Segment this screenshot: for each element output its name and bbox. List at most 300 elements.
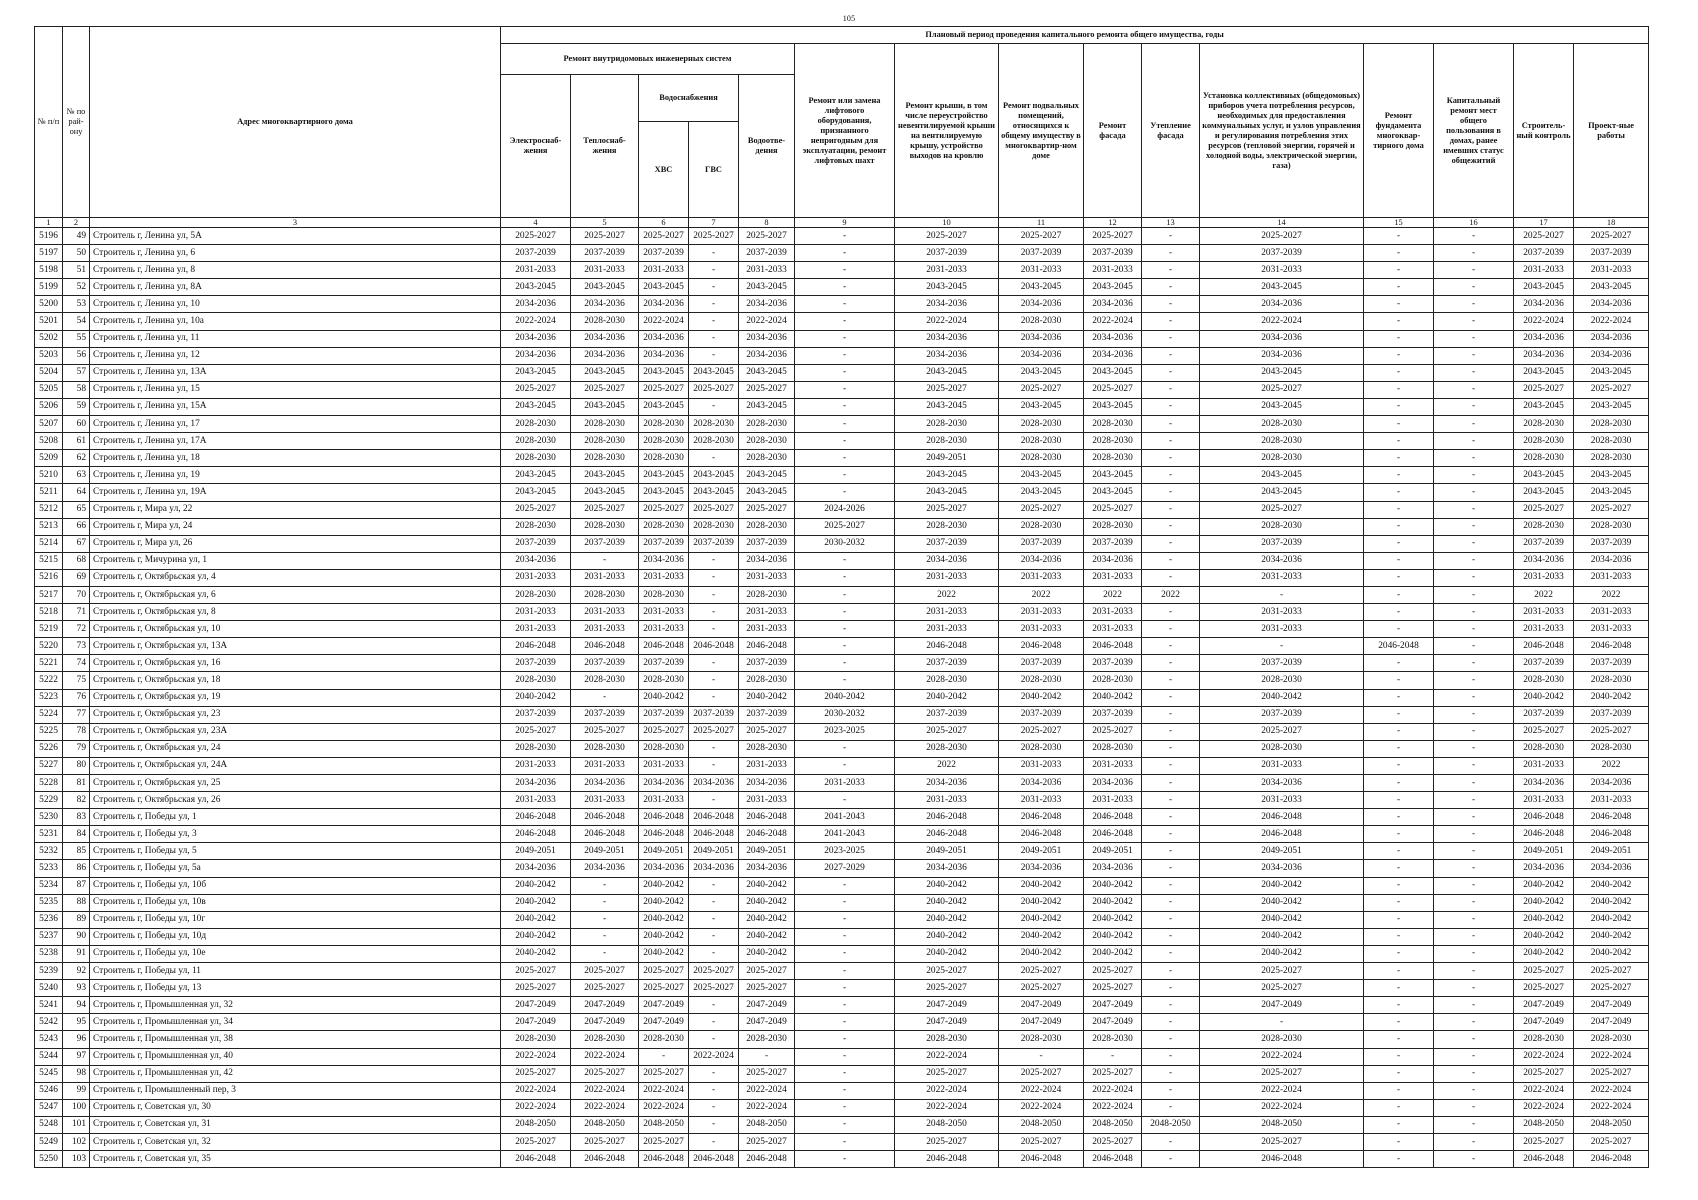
period-cell: 2040-2042	[739, 928, 795, 945]
address-cell: Строитель г, Октябрьская ул, 23А	[90, 723, 501, 740]
period-cell: 2031-2033	[739, 262, 795, 279]
row-number-cell: 5228	[35, 775, 63, 792]
period-cell: -	[689, 672, 739, 689]
address-cell: Строитель г, Октябрьская ул, 10	[90, 621, 501, 638]
table-row	[35, 1048, 1649, 1065]
table-row	[35, 792, 1649, 809]
district-number-cell: 90	[63, 928, 90, 945]
period-cell: 2028-2030	[571, 313, 639, 330]
period-cell: 2025-2027	[571, 228, 639, 245]
period-cell: -	[689, 569, 739, 586]
period-cell: -	[1364, 997, 1434, 1014]
row-number-cell: 5247	[35, 1099, 63, 1116]
district-number-cell: 88	[63, 894, 90, 911]
period-cell: 2025-2027	[1200, 980, 1364, 997]
period-cell: 2027-2029	[795, 860, 895, 877]
period-cell: 2043-2045	[999, 398, 1084, 415]
period-cell: 2040-2042	[639, 894, 689, 911]
address-cell: Строитель г, Промышленный пер, 3	[90, 1082, 501, 1099]
period-cell: 2040-2042	[895, 928, 999, 945]
period-cell: 2031-2033	[639, 569, 689, 586]
period-cell: -	[1142, 313, 1200, 330]
period-cell: -	[1142, 843, 1200, 860]
period-cell: 2031-2033	[895, 792, 999, 809]
period-cell: -	[1364, 757, 1434, 774]
period-cell: 2034-2036	[739, 296, 795, 313]
period-cell: -	[795, 740, 895, 757]
period-cell: 2037-2039	[999, 535, 1084, 552]
period-cell: 2022-2024	[1514, 1099, 1574, 1116]
period-cell: 2043-2045	[1574, 398, 1649, 415]
period-cell: 2031-2033	[1514, 757, 1574, 774]
row-number-cell: 5231	[35, 826, 63, 843]
period-cell: -	[795, 262, 895, 279]
row-number-cell: 5226	[35, 740, 63, 757]
period-cell: 2047-2049	[571, 997, 639, 1014]
table-row	[35, 621, 1649, 638]
period-cell: 2043-2045	[1514, 398, 1574, 415]
period-cell: 2043-2045	[639, 279, 689, 296]
period-cell: 2034-2036	[739, 552, 795, 569]
period-cell: 2040-2042	[639, 877, 689, 894]
period-cell: 2040-2042	[1514, 928, 1574, 945]
period-cell: 2046-2048	[1574, 1151, 1649, 1168]
period-cell: -	[1434, 826, 1514, 843]
period-cell: 2025-2027	[639, 1065, 689, 1082]
period-cell: -	[1434, 980, 1514, 997]
period-cell: 2046-2048	[689, 826, 739, 843]
period-cell: 2025-2027	[1514, 963, 1574, 980]
period-cell: 2046-2048	[1514, 809, 1574, 826]
period-cell: 2028-2030	[1574, 416, 1649, 433]
period-cell: -	[1434, 997, 1514, 1014]
period-cell: -	[1364, 843, 1434, 860]
period-cell: 2047-2049	[895, 1014, 999, 1031]
period-cell: 2043-2045	[895, 467, 999, 484]
table-row	[35, 860, 1649, 877]
period-cell: 2046-2048	[639, 1151, 689, 1168]
address-cell: Строитель г, Советская ул, 31	[90, 1116, 501, 1133]
period-cell: -	[795, 1014, 895, 1031]
district-number-cell: 84	[63, 826, 90, 843]
period-cell: -	[1142, 757, 1200, 774]
period-cell: 2025-2027	[895, 723, 999, 740]
period-cell: 2028-2030	[1514, 518, 1574, 535]
period-cell: -	[1142, 364, 1200, 381]
period-cell: 2046-2048	[1084, 638, 1142, 655]
period-cell: 2034-2036	[999, 775, 1084, 792]
district-number-cell: 98	[63, 1065, 90, 1082]
column-number: 14	[1200, 218, 1364, 228]
row-number-cell: 5232	[35, 843, 63, 860]
period-cell: 2022-2024	[1084, 313, 1142, 330]
period-cell: 2031-2033	[501, 262, 571, 279]
period-cell: 2046-2048	[639, 826, 689, 843]
period-cell: 2043-2045	[1200, 279, 1364, 296]
period-cell: 2037-2039	[1084, 655, 1142, 672]
period-cell: 2037-2039	[895, 655, 999, 672]
period-cell: -	[795, 296, 895, 313]
period-cell: 2048-2050	[1084, 1116, 1142, 1133]
period-cell: -	[1142, 638, 1200, 655]
period-cell: -	[1434, 843, 1514, 860]
period-cell: 2043-2045	[571, 364, 639, 381]
table-row	[35, 980, 1649, 997]
period-cell: -	[1434, 723, 1514, 740]
period-cell: -	[795, 1099, 895, 1116]
period-cell: 2028-2030	[501, 740, 571, 757]
period-cell: 2022	[999, 586, 1084, 603]
period-cell: 2046-2048	[1084, 826, 1142, 843]
period-cell: -	[795, 1065, 895, 1082]
period-cell: 2028-2030	[739, 586, 795, 603]
period-cell: 2025-2027	[501, 381, 571, 398]
period-cell: 2022-2024	[739, 1099, 795, 1116]
period-cell: 2031-2033	[1200, 569, 1364, 586]
column-number: 11	[999, 218, 1084, 228]
period-cell: 2043-2045	[739, 398, 795, 415]
period-cell: -	[1142, 484, 1200, 501]
period-cell: 2040-2042	[1574, 928, 1649, 945]
address-cell: Строитель г, Ленина ул, 15	[90, 381, 501, 398]
period-cell: 2040-2042	[739, 894, 795, 911]
district-number-cell: 97	[63, 1048, 90, 1065]
period-cell: 2028-2030	[639, 433, 689, 450]
period-cell: 2043-2045	[1084, 279, 1142, 296]
period-cell: -	[795, 997, 895, 1014]
period-cell: 2040-2042	[1574, 689, 1649, 706]
period-cell: -	[1142, 672, 1200, 689]
period-cell: -	[795, 484, 895, 501]
district-number-cell: 51	[63, 262, 90, 279]
period-cell: 2025-2027	[501, 963, 571, 980]
table-row	[35, 1133, 1649, 1150]
row-number-cell: 5217	[35, 586, 63, 603]
period-cell: 2034-2036	[1514, 330, 1574, 347]
address-cell: Строитель г, Победы ул, 1	[90, 809, 501, 826]
table-row	[35, 877, 1649, 894]
period-cell: 2028-2030	[1200, 416, 1364, 433]
address-cell: Строитель г, Победы ул, 10г	[90, 911, 501, 928]
period-cell: -	[689, 1133, 739, 1150]
period-cell: 2037-2039	[1200, 535, 1364, 552]
row-number-cell: 5246	[35, 1082, 63, 1099]
period-cell: 2028-2030	[689, 518, 739, 535]
period-cell: 2031-2033	[1514, 604, 1574, 621]
column-number: 9	[795, 218, 895, 228]
period-cell: 2034-2036	[1084, 296, 1142, 313]
period-cell: 2037-2039	[895, 535, 999, 552]
period-cell: 2028-2030	[895, 518, 999, 535]
period-cell: -	[1142, 706, 1200, 723]
period-cell: 2031-2033	[739, 569, 795, 586]
period-cell: 2043-2045	[571, 467, 639, 484]
row-number-cell: 5214	[35, 535, 63, 552]
period-cell: -	[795, 416, 895, 433]
period-cell: 2034-2036	[1514, 775, 1574, 792]
table-row	[35, 330, 1649, 347]
district-number-cell: 57	[63, 364, 90, 381]
period-cell: 2028-2030	[1514, 433, 1574, 450]
period-cell: 2043-2045	[639, 398, 689, 415]
row-number-cell: 5208	[35, 433, 63, 450]
period-cell: 2037-2039	[689, 535, 739, 552]
period-cell: 2043-2045	[895, 484, 999, 501]
period-cell: 2037-2039	[1084, 706, 1142, 723]
table-row	[35, 535, 1649, 552]
period-cell: 2046-2048	[689, 1151, 739, 1168]
period-cell: -	[1364, 364, 1434, 381]
period-cell: 2043-2045	[1084, 398, 1142, 415]
period-cell: 2028-2030	[1574, 450, 1649, 467]
district-number-cell: 94	[63, 997, 90, 1014]
table-row	[35, 279, 1649, 296]
period-cell: -	[1434, 586, 1514, 603]
period-cell: 2034-2036	[689, 775, 739, 792]
table-row	[35, 364, 1649, 381]
period-cell: 2022-2024	[739, 313, 795, 330]
period-cell: 2034-2036	[639, 330, 689, 347]
period-cell: -	[639, 1048, 689, 1065]
period-cell: 2025-2027	[501, 1065, 571, 1082]
period-cell: 2037-2039	[571, 706, 639, 723]
period-cell: 2037-2039	[1514, 655, 1574, 672]
period-cell: -	[1434, 1151, 1514, 1168]
period-cell: 2047-2049	[739, 997, 795, 1014]
period-cell: -	[689, 877, 739, 894]
period-cell: 2025-2027	[1514, 228, 1574, 245]
district-number-cell: 76	[63, 689, 90, 706]
district-number-cell: 59	[63, 398, 90, 415]
period-cell: 2028-2030	[1514, 740, 1574, 757]
row-number-cell: 5216	[35, 569, 63, 586]
period-cell: 2031-2033	[501, 569, 571, 586]
period-cell: 2025-2027	[895, 1133, 999, 1150]
period-cell: 2040-2042	[1514, 689, 1574, 706]
row-number-cell: 5211	[35, 484, 63, 501]
period-cell: 2034-2036	[1200, 552, 1364, 569]
period-cell: -	[1200, 638, 1364, 655]
period-cell: 2046-2048	[1084, 809, 1142, 826]
period-cell: -	[1434, 1099, 1514, 1116]
period-cell: -	[1142, 381, 1200, 398]
period-cell: -	[1434, 911, 1514, 928]
period-cell: 2040-2042	[501, 911, 571, 928]
period-cell: 2022-2024	[999, 1082, 1084, 1099]
period-cell: -	[1142, 262, 1200, 279]
district-number-cell: 85	[63, 843, 90, 860]
period-cell: 2043-2045	[895, 398, 999, 415]
period-cell: 2040-2042	[1574, 894, 1649, 911]
period-cell: 2025-2027	[689, 501, 739, 518]
row-number-cell: 5233	[35, 860, 63, 877]
period-cell: -	[571, 945, 639, 962]
header-row-number: № п/п	[35, 27, 63, 218]
period-cell: 2030-2032	[795, 706, 895, 723]
period-cell: -	[1364, 775, 1434, 792]
period-cell: 2047-2049	[501, 1014, 571, 1031]
period-cell: 2040-2042	[999, 945, 1084, 962]
period-cell: 2040-2042	[999, 894, 1084, 911]
address-cell: Строитель г, Промышленная ул, 32	[90, 997, 501, 1014]
period-cell: -	[1142, 877, 1200, 894]
period-cell: -	[689, 757, 739, 774]
period-cell: 2031-2033	[999, 757, 1084, 774]
period-cell: 2031-2033	[1200, 262, 1364, 279]
period-cell: 2025-2027	[639, 501, 689, 518]
period-cell: -	[689, 313, 739, 330]
period-cell: 2046-2048	[571, 638, 639, 655]
table-row	[35, 262, 1649, 279]
period-cell: 2028-2030	[639, 450, 689, 467]
period-cell: 2031-2033	[1084, 262, 1142, 279]
table-row	[35, 245, 1649, 262]
period-cell: 2034-2036	[1084, 330, 1142, 347]
period-cell: -	[1434, 757, 1514, 774]
period-cell: 2046-2048	[999, 1151, 1084, 1168]
period-cell: 2047-2049	[1514, 997, 1574, 1014]
period-cell: -	[1142, 894, 1200, 911]
period-cell: -	[795, 381, 895, 398]
period-cell: 2037-2039	[1084, 535, 1142, 552]
period-cell: 2049-2051	[895, 450, 999, 467]
header-district-number: № по рай-ону	[63, 27, 90, 218]
column-number: 7	[689, 218, 739, 228]
period-cell: -	[1364, 518, 1434, 535]
table-row	[35, 757, 1649, 774]
period-cell: 2022-2024	[1574, 1099, 1649, 1116]
table-row	[35, 347, 1649, 364]
header-drainage: Водоотве-дения	[739, 75, 795, 218]
address-cell: Строитель г, Ленина ул, 19А	[90, 484, 501, 501]
period-cell: 2022-2024	[1084, 1082, 1142, 1099]
row-number-cell: 5249	[35, 1133, 63, 1150]
table-row	[35, 945, 1649, 962]
address-cell: Строитель г, Ленина ул, 8	[90, 262, 501, 279]
period-cell: -	[1142, 928, 1200, 945]
period-cell: 2028-2030	[895, 672, 999, 689]
period-cell: 2046-2048	[1200, 1151, 1364, 1168]
period-cell: 2043-2045	[571, 484, 639, 501]
period-cell: -	[1364, 1014, 1434, 1031]
district-number-cell: 93	[63, 980, 90, 997]
period-cell: 2043-2045	[999, 364, 1084, 381]
period-cell: 2034-2036	[895, 860, 999, 877]
period-cell: 2028-2030	[1514, 450, 1574, 467]
address-cell: Строитель г, Советская ул, 30	[90, 1099, 501, 1116]
period-cell: -	[1364, 809, 1434, 826]
period-cell: 2046-2048	[999, 809, 1084, 826]
period-cell: 2043-2045	[1084, 467, 1142, 484]
period-cell: 2043-2045	[1514, 467, 1574, 484]
period-cell: 2034-2036	[571, 296, 639, 313]
column-number: 13	[1142, 218, 1200, 228]
table-row	[35, 1014, 1649, 1031]
period-cell: -	[1364, 621, 1434, 638]
period-cell: -	[1434, 467, 1514, 484]
table-row	[35, 911, 1649, 928]
period-cell: 2028-2030	[999, 433, 1084, 450]
period-cell: 2043-2045	[501, 467, 571, 484]
period-cell: 2047-2049	[739, 1014, 795, 1031]
period-cell: 2028-2030	[999, 518, 1084, 535]
period-cell: 2037-2039	[739, 245, 795, 262]
period-cell: 2040-2042	[1084, 877, 1142, 894]
period-cell: 2040-2042	[1200, 945, 1364, 962]
period-cell: -	[1364, 963, 1434, 980]
address-cell: Строитель г, Ленина ул, 19	[90, 467, 501, 484]
period-cell: -	[795, 228, 895, 245]
period-cell: 2040-2042	[639, 689, 689, 706]
period-cell: 2025-2027	[1574, 228, 1649, 245]
period-cell: 2043-2045	[1084, 484, 1142, 501]
period-cell: 2037-2039	[739, 655, 795, 672]
period-cell: 2046-2048	[739, 1151, 795, 1168]
period-cell: 2034-2036	[1084, 860, 1142, 877]
period-cell: 2047-2049	[639, 1014, 689, 1031]
period-cell: -	[1434, 1031, 1514, 1048]
period-cell: 2037-2039	[639, 535, 689, 552]
period-cell: 2031-2033	[1200, 604, 1364, 621]
period-cell: 2031-2033	[1084, 792, 1142, 809]
period-cell: 2048-2050	[1574, 1116, 1649, 1133]
period-cell: 2043-2045	[501, 279, 571, 296]
period-cell: -	[689, 1031, 739, 1048]
period-cell: 2028-2030	[895, 1031, 999, 1048]
period-cell: 2025-2027	[1514, 1133, 1574, 1150]
period-cell: 2031-2033	[1200, 621, 1364, 638]
period-cell: -	[795, 757, 895, 774]
address-cell: Строитель г, Победы ул, 10б	[90, 877, 501, 894]
period-cell: 2025-2027	[1084, 980, 1142, 997]
period-cell: 2025-2027	[739, 963, 795, 980]
period-cell: 2025-2027	[1200, 501, 1364, 518]
period-cell: 2031-2033	[571, 621, 639, 638]
period-cell: 2047-2049	[999, 997, 1084, 1014]
period-cell: 2028-2030	[895, 416, 999, 433]
period-cell: -	[795, 245, 895, 262]
period-cell: 2046-2048	[689, 638, 739, 655]
period-cell: 2028-2030	[1200, 672, 1364, 689]
row-number-cell: 5210	[35, 467, 63, 484]
period-cell: 2046-2048	[895, 826, 999, 843]
period-cell: 2028-2030	[571, 740, 639, 757]
period-cell: 2025-2027	[1574, 1133, 1649, 1150]
column-number: 8	[739, 218, 795, 228]
period-cell: 2046-2048	[501, 826, 571, 843]
period-cell: 2040-2042	[739, 911, 795, 928]
period-cell: 2024-2026	[795, 501, 895, 518]
address-cell: Строитель г, Промышленная ул, 38	[90, 1031, 501, 1048]
period-cell: -	[1142, 1082, 1200, 1099]
period-cell: 2025-2027	[999, 381, 1084, 398]
period-cell: -	[1142, 860, 1200, 877]
period-cell: -	[571, 894, 639, 911]
address-cell: Строитель г, Победы ул, 10в	[90, 894, 501, 911]
table-row	[35, 467, 1649, 484]
address-cell: Строитель г, Промышленная ул, 42	[90, 1065, 501, 1082]
period-cell: 2025-2027	[689, 228, 739, 245]
period-cell: 2028-2030	[1574, 740, 1649, 757]
period-cell: 2037-2039	[639, 655, 689, 672]
period-cell: 2037-2039	[571, 245, 639, 262]
row-number-cell: 5250	[35, 1151, 63, 1168]
period-cell: 2025-2027	[571, 1065, 639, 1082]
period-cell: -	[795, 945, 895, 962]
column-number-row	[35, 218, 1649, 228]
district-number-cell: 55	[63, 330, 90, 347]
period-cell: 2031-2033	[571, 262, 639, 279]
